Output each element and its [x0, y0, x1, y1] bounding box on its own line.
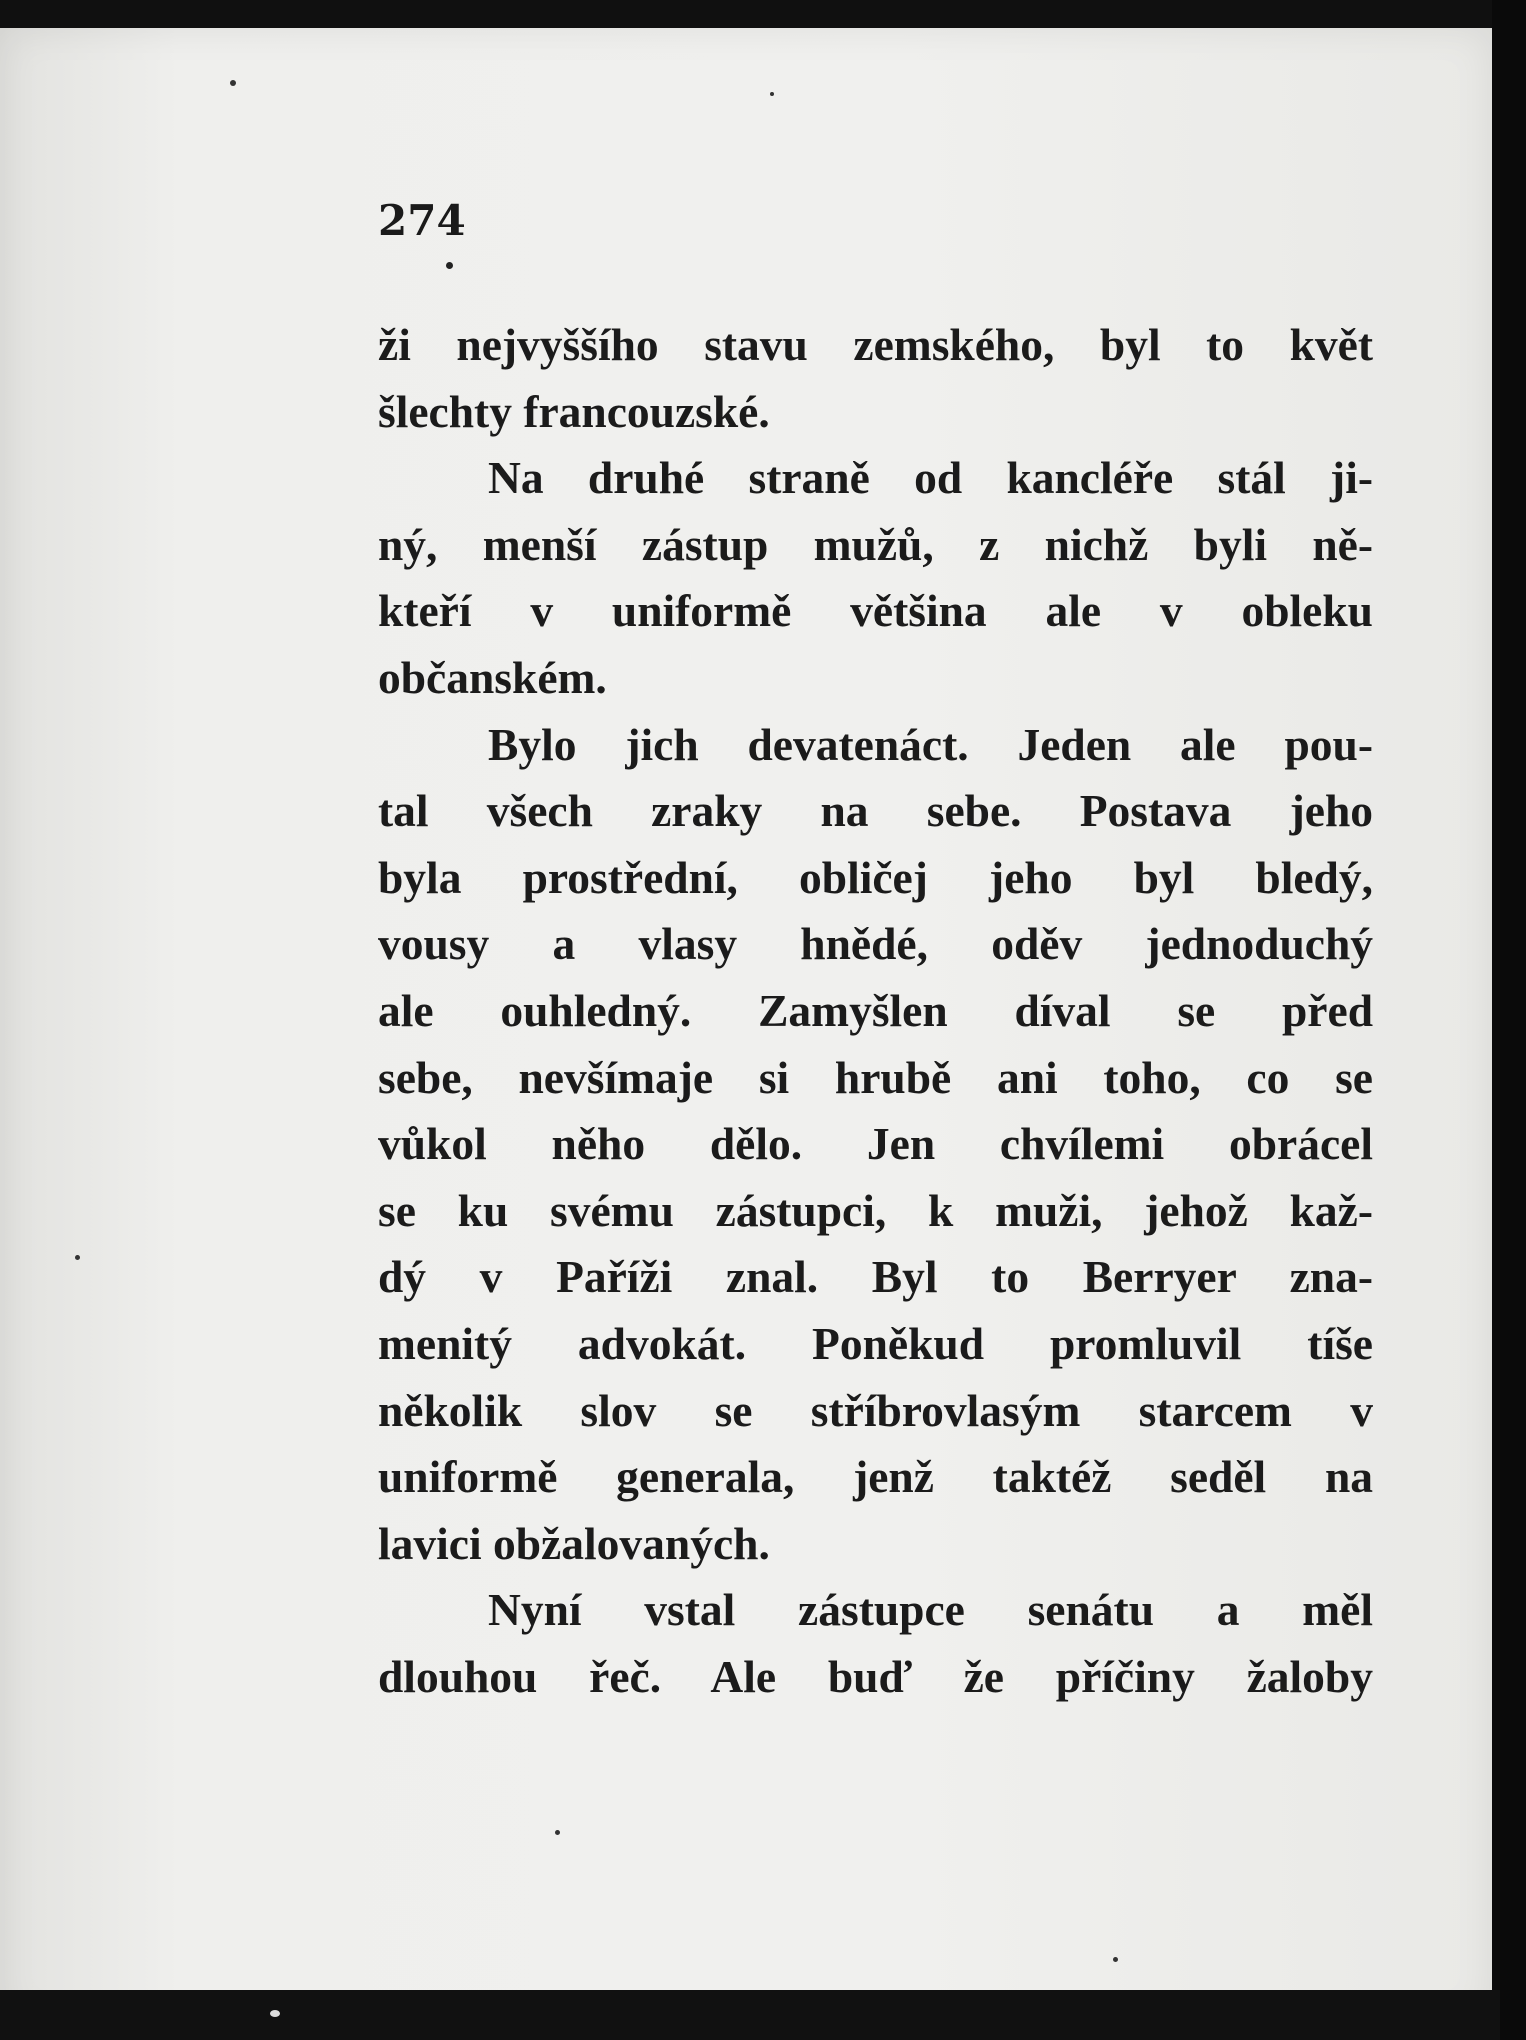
- text-line: lavici obžalovaných.: [378, 1517, 770, 1569]
- text-line: sebe, nevšímaje si hrubě ani toho, co se: [378, 1051, 1373, 1103]
- scan-border-bottom: [0, 1990, 1500, 2040]
- text-line: ný, menší zástup mužů, z nichž byli ně-: [378, 518, 1373, 570]
- body-text: [378, 312, 1373, 1710]
- text-line: byla prostřední, obličej jeho byl bledý,: [378, 851, 1373, 903]
- text-line: vůkol něho dělo. Jen chvílemi obrácel: [378, 1118, 1373, 1170]
- scan-border-right: [1492, 0, 1526, 2040]
- page-number: 274: [378, 196, 466, 245]
- text-line: tal všech zraky na sebe. Postava jeho: [378, 785, 1373, 837]
- dust-speck: [555, 1830, 560, 1835]
- dust-speck: [270, 2010, 280, 2017]
- text-line: kteří v uniformě většina ale v obleku: [378, 585, 1373, 637]
- dust-speck: [75, 1255, 80, 1260]
- text-line: vousy a vlasy hnědé, oděv jednoduchý: [378, 918, 1373, 970]
- text-line: několik slov se stříbrovlasým starcem v: [378, 1384, 1373, 1436]
- dust-speck: [446, 262, 453, 269]
- text-line: ale ouhledný. Zamyšlen díval se před: [378, 984, 1373, 1036]
- text-line: dý v Paříži znal. Byl to Berryer zna-: [378, 1251, 1373, 1303]
- text-line: občanském.: [378, 651, 607, 703]
- text-line: dlouhou řeč. Ale buď že příčiny žaloby: [378, 1650, 1373, 1702]
- text-line: Na druhé straně od kancléře stál ji-: [488, 452, 1373, 504]
- text-line: šlechty francouzské.: [378, 385, 770, 437]
- text-line: menitý advokát. Poněkud promluvil tíše: [378, 1317, 1373, 1369]
- dust-speck: [1113, 1957, 1118, 1962]
- text-line: Bylo jich devatenáct. Jeden ale pou-: [488, 718, 1373, 770]
- dust-speck: [230, 80, 236, 86]
- text-line: uniformě generala, jenž taktéž seděl na: [378, 1451, 1373, 1503]
- text-line: ži nejvyššího stavu zemského, byl to květ: [378, 319, 1373, 370]
- scan-border-top: [0, 0, 1526, 30]
- dust-speck: [770, 92, 774, 96]
- text-line: se ku svému zástupci, k muži, jehož kaž-: [378, 1184, 1373, 1236]
- text-line: Nyní vstal zástupce senátu a měl: [488, 1584, 1373, 1636]
